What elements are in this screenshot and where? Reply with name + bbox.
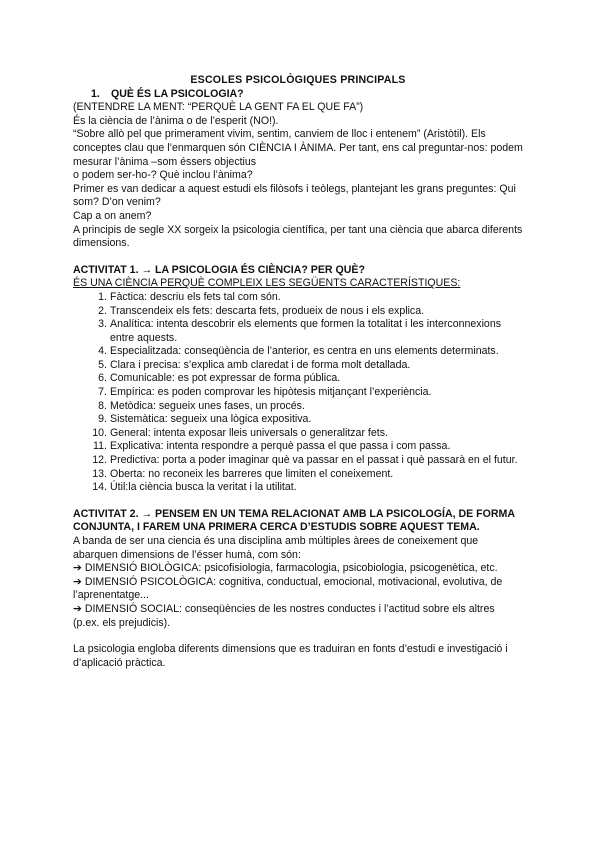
- activitat-1-subheading: ÉS UNA CIÈNCIA PERQUÈ COMPLEIX LES SEGÜENTS CARACTERÍSTIQUES:: [73, 277, 461, 290]
- section-line-4: o podem ser-ho-? Què inclou l’ànima?: [73, 169, 253, 182]
- list-item: 8. Metòdica: segueix unes fases, un procés.: [98, 399, 305, 412]
- dimension-biologica: ➔ DIMENSIÓ BIOLÒGICA: psicofisiologia, farmacologia, psicobiologia, psicogenètica, etc.: [73, 562, 498, 575]
- section-heading: [73, 88, 523, 102]
- list-item: 7. Empírica: es poden comprovar les hipòtesis mitjançant l’experiència.: [98, 386, 432, 399]
- list-item: 10. General: intenta exposar lleis universals o generalitzar fets.: [92, 426, 388, 439]
- document-title: ESCOLES PSICOLÒGIQUES PRINCIPALS: [190, 74, 406, 86]
- list-item: 5. Clara i precisa: s’explica amb claredat i de forma molt detallada.: [98, 358, 411, 371]
- section-line-7: A principis de segle XX sorgeix la psicologia científica, per tant una ciència que abarca diferents dimensions.: [73, 223, 523, 250]
- section-number: 1.: [91, 87, 100, 100]
- section-line-5: Primer es van dedicar a aquest estudi els filòsofs i teòlegs, plantejant les grans preguntes: Qui som? D’on venim?: [73, 182, 516, 209]
- document-content: [73, 74, 523, 670]
- list-item: 14. Útil:la ciència busca la veritat i la utilitat.: [92, 481, 297, 494]
- list-item: 3. Analítica: intenta descobrir els elements que formen la totalitat i les interconnexions entre aquests.: [98, 318, 502, 344]
- list-item: 4. Especialitzada: conseqüència de l’anterior, es centra en uns elements determinats.: [98, 345, 499, 358]
- dimension-social: ➔ DIMENSIÓ SOCIAL: conseqüències de les nostres conductes i l’actitud sobre els altres (p.ex. els prejudicis).: [73, 602, 495, 629]
- list-item: 2. Transcendeix els fets: descarta fets, produeix de nous i els explica.: [98, 304, 425, 317]
- section-line-2: És la ciència de l’ànima o de l’esperit (NO!).: [73, 114, 279, 127]
- section-line-3: “Sobre allò pel que primerament vivim, sentim, canviem de lloc i entenem” (Aristòtil). Els conceptes clau que l’enmarquen són CIÈNCIA I ÀNIMA. Per tant, ens cal preguntar-nos: podem mesurar l’ànima –som éssers objectius: [73, 128, 523, 168]
- list-item: 9. Sistemàtica: segueix una lògica expositiva.: [98, 413, 312, 426]
- list-item: 6. Comunicable: es pot expressar de forma pública.: [98, 372, 341, 385]
- list-item: 1. Fàctica: descriu els fets tal com són.: [98, 290, 281, 303]
- characteristics-list: [73, 291, 523, 495]
- list-item: 13. Oberta: no reconeix les barreres que limiten el coneixement.: [92, 467, 394, 480]
- section-line-1: (ENTENDRE LA MENT: “PERQUÈ LA GENT FA EL QUE FA”): [73, 101, 364, 114]
- closing-paragraph: La psicologia engloba diferents dimensions que es traduiran en fonts d’estudi e investigació i d’aplicació pràctica.: [73, 643, 508, 669]
- section-line-6: Cap a on anem?: [73, 209, 152, 222]
- activitat-2-intro: A banda de ser una ciencia és una disciplina amb múltiples àrees de coneixement que abarquen dimensions de l’ésser humà, com són:: [73, 535, 479, 561]
- section-heading-text: QUÈ ÉS LA PSICOLOGIA?: [111, 87, 244, 100]
- activitat-2-heading: ACTIVITAT 2. → PENSEM EN UN TEMA RELACIONAT AMB LA PSICOLOGÍA, DE FORMA CONJUNTA, I FAREM UNA PRIMERA CERCA D’ESTUDIS SOBRE AQUEST TEMA.: [73, 507, 515, 534]
- activitat-1-heading: ACTIVITAT 1. → LA PSICOLOGIA ÉS CIÈNCIA? PER QUÈ?: [73, 263, 365, 276]
- list-item: 12. Predictiva: porta a poder imaginar què va passar en el passat i què passarà en el futur.: [92, 454, 518, 467]
- dimension-psicologica: ➔ DIMENSIÓ PSICOLÒGICA: cognitiva, conductual, emocional, motivacional, evolutiva, de l’aprenentatge...: [73, 575, 503, 602]
- list-item: 11. Explicativa: intenta respondre a perquè passa el que passa i com passa.: [93, 440, 451, 453]
